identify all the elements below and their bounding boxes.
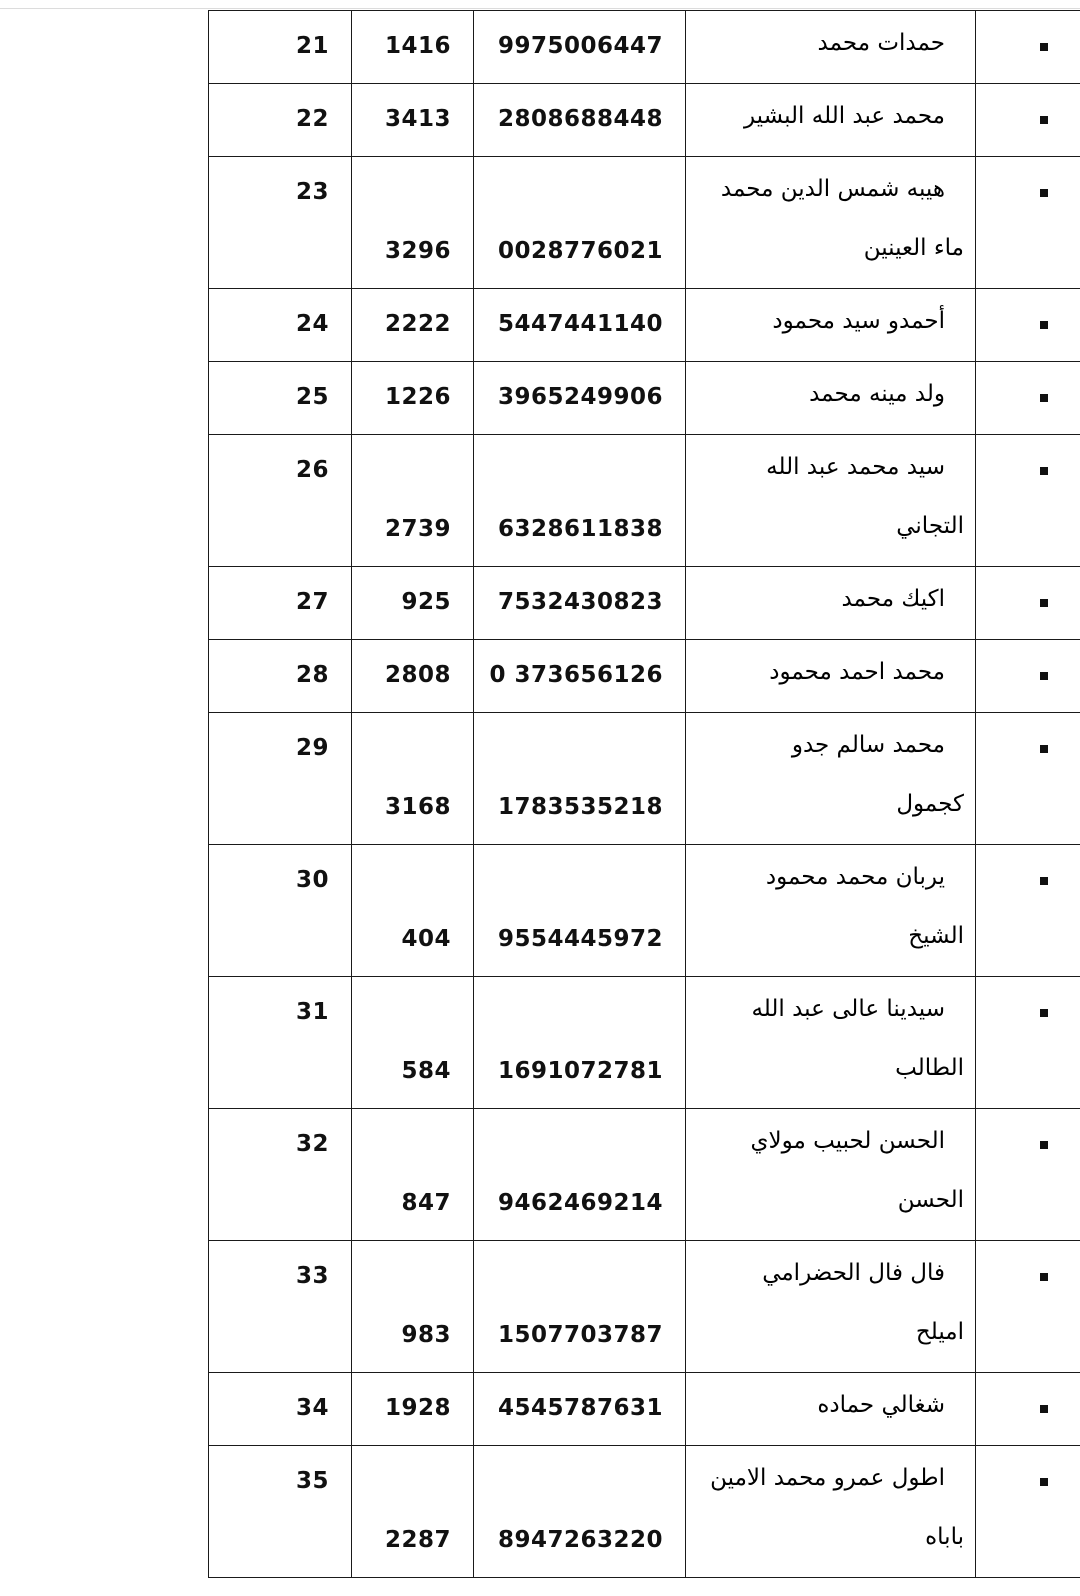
name-second-line: التجاني (896, 513, 964, 539)
name-second-line: باباه (925, 1524, 964, 1550)
value-cell (352, 84, 474, 157)
name-cell (686, 977, 976, 1109)
name-second-line: اميلح (915, 1319, 964, 1345)
value-cell (352, 640, 474, 713)
row-index: 24 (295, 311, 329, 337)
bullet-cell (976, 11, 1080, 84)
table-row (209, 567, 1080, 640)
row-index: 31 (295, 999, 329, 1025)
row-value: 3296 (384, 238, 451, 264)
document-page (208, 10, 1080, 1578)
bullet-cell (976, 640, 1080, 713)
name-cell (686, 1446, 976, 1578)
bullet-cell (976, 362, 1080, 435)
bullet-icon (1040, 43, 1048, 51)
table-row (209, 1241, 1080, 1373)
number-cell (474, 362, 686, 435)
table-row (209, 1109, 1080, 1241)
bullet-cell (976, 435, 1080, 567)
row-number: 8947263220 (497, 1527, 663, 1553)
row-index: 22 (295, 106, 329, 132)
row-index: 34 (295, 1395, 329, 1421)
name-first-line: شغالي حماده (817, 1392, 945, 1418)
row-value: 1416 (384, 33, 451, 59)
index-cell (209, 11, 352, 84)
row-value: 2287 (384, 1527, 451, 1553)
row-value: 3413 (384, 106, 451, 132)
row-value: 1928 (384, 1395, 451, 1421)
number-cell (474, 845, 686, 977)
records-table (208, 10, 1080, 1578)
row-index: 25 (295, 384, 329, 410)
table-row (209, 157, 1080, 289)
bullet-icon (1040, 1009, 1048, 1017)
row-index: 28 (295, 662, 329, 688)
row-value: 1226 (384, 384, 451, 410)
index-cell (209, 845, 352, 977)
number-cell (474, 435, 686, 567)
name-cell (686, 845, 976, 977)
row-number: 9462469214 (497, 1190, 663, 1216)
value-cell (352, 713, 474, 845)
table-row (209, 1446, 1080, 1578)
index-cell (209, 362, 352, 435)
row-index: 23 (295, 179, 329, 205)
row-index: 21 (295, 33, 329, 59)
row-value: 2739 (384, 516, 451, 542)
name-cell (686, 435, 976, 567)
row-index: 35 (295, 1468, 329, 1494)
bullet-cell (976, 1446, 1080, 1578)
row-value: 983 (401, 1322, 451, 1348)
row-number: 2808688448 (497, 106, 663, 132)
row-number: 3965249906 (497, 384, 663, 410)
row-index: 32 (295, 1131, 329, 1157)
table-row (209, 84, 1080, 157)
row-value: 3168 (384, 794, 451, 820)
bullet-cell (976, 977, 1080, 1109)
name-first-line: سيدينا عالى عبد الله (751, 996, 945, 1022)
value-cell (352, 1446, 474, 1578)
number-cell (474, 1446, 686, 1578)
name-first-line: محمد عبد الله البشير (743, 103, 945, 129)
number-cell (474, 84, 686, 157)
number-cell (474, 567, 686, 640)
number-cell (474, 289, 686, 362)
table-row (209, 640, 1080, 713)
row-number: 1507703787 (497, 1322, 663, 1348)
name-first-line: محمد سالم جدو (791, 732, 945, 758)
bullet-icon (1040, 1273, 1048, 1281)
bullet-icon (1040, 1141, 1048, 1149)
row-index: 30 (295, 867, 329, 893)
bullet-icon (1040, 672, 1048, 680)
bullet-icon (1040, 877, 1048, 885)
table-row (209, 289, 1080, 362)
name-cell (686, 1241, 976, 1373)
bullet-cell (976, 1109, 1080, 1241)
name-cell (686, 11, 976, 84)
number-cell (474, 977, 686, 1109)
bullet-cell (976, 845, 1080, 977)
bullet-cell (976, 289, 1080, 362)
value-cell (352, 1109, 474, 1241)
bullet-cell (976, 84, 1080, 157)
table-row (209, 713, 1080, 845)
index-cell (209, 1373, 352, 1446)
page-top-rule (0, 8, 1080, 9)
index-cell (209, 640, 352, 713)
row-number: 9554445972 (497, 926, 663, 952)
index-cell (209, 1446, 352, 1578)
row-number: 1691072781 (497, 1058, 663, 1084)
index-cell (209, 1241, 352, 1373)
name-second-line: الطالب (895, 1055, 964, 1081)
table-row (209, 1373, 1080, 1446)
bullet-icon (1040, 599, 1048, 607)
table-row (209, 362, 1080, 435)
value-cell (352, 1373, 474, 1446)
bullet-icon (1040, 745, 1048, 753)
name-cell (686, 567, 976, 640)
name-cell (686, 289, 976, 362)
records-table-body (209, 11, 1080, 1578)
row-number: 1783535218 (497, 794, 663, 820)
row-number: 4545787631 (497, 1395, 663, 1421)
bullet-icon (1040, 394, 1048, 402)
index-cell (209, 435, 352, 567)
number-cell (474, 157, 686, 289)
name-cell (686, 157, 976, 289)
row-value: 925 (401, 589, 451, 615)
name-first-line: يربان محمد محمود (765, 864, 945, 890)
table-row (209, 11, 1080, 84)
bullet-icon (1040, 116, 1048, 124)
value-cell (352, 845, 474, 977)
value-cell (352, 11, 474, 84)
value-cell (352, 362, 474, 435)
row-value: 2222 (384, 311, 451, 337)
name-first-line: أحمدو سيد محمود (772, 308, 945, 334)
name-second-line: الحسن (897, 1187, 964, 1213)
value-cell (352, 157, 474, 289)
value-cell (352, 1241, 474, 1373)
bullet-icon (1040, 189, 1048, 197)
bullet-cell (976, 1373, 1080, 1446)
name-cell (686, 84, 976, 157)
number-cell (474, 1241, 686, 1373)
number-cell (474, 713, 686, 845)
row-number: 6328611838 (497, 516, 663, 542)
name-first-line: اكيك محمد (841, 586, 945, 612)
name-cell (686, 1373, 976, 1446)
value-cell (352, 567, 474, 640)
name-second-line: ماء العينين (863, 235, 964, 261)
row-value: 584 (401, 1058, 451, 1084)
name-first-line: محمد احمد محمود (769, 659, 945, 685)
row-index: 29 (295, 735, 329, 761)
bullet-icon (1040, 1478, 1048, 1486)
value-cell (352, 435, 474, 567)
index-cell (209, 84, 352, 157)
row-number: 0028776021 (497, 238, 663, 264)
row-value: 404 (401, 926, 451, 952)
bullet-icon (1040, 467, 1048, 475)
table-row (209, 435, 1080, 567)
number-cell (474, 1109, 686, 1241)
bullet-cell (976, 713, 1080, 845)
bullet-icon (1040, 1405, 1048, 1413)
name-first-line: الحسن لحبيب مولاي (750, 1128, 945, 1154)
value-cell (352, 289, 474, 362)
table-row (209, 977, 1080, 1109)
name-cell (686, 1109, 976, 1241)
name-second-line: الشيخ (908, 923, 964, 949)
row-value: 2808 (384, 662, 451, 688)
table-row (209, 845, 1080, 977)
index-cell (209, 713, 352, 845)
name-first-line: هيبه شمس الدين محمد (720, 176, 945, 202)
index-cell (209, 977, 352, 1109)
row-number: 5447441140 (497, 311, 663, 337)
number-cell (474, 640, 686, 713)
index-cell (209, 289, 352, 362)
row-number: 0 373656126 (489, 662, 663, 688)
row-index: 26 (295, 457, 329, 483)
index-cell (209, 157, 352, 289)
bullet-cell (976, 1241, 1080, 1373)
row-number: 9975006447 (497, 33, 663, 59)
name-cell (686, 362, 976, 435)
number-cell (474, 1373, 686, 1446)
name-second-line: كجمول (896, 791, 964, 817)
bullet-icon (1040, 321, 1048, 329)
name-first-line: فال فال الحضرامي (762, 1260, 945, 1286)
index-cell (209, 567, 352, 640)
bullet-cell (976, 157, 1080, 289)
name-first-line: اطول عمرو محمد الامين (710, 1465, 945, 1491)
name-first-line: سيد محمد عبد الله (766, 454, 945, 480)
index-cell (209, 1109, 352, 1241)
name-first-line: ولد مينه محمد (809, 381, 945, 407)
name-cell (686, 713, 976, 845)
name-cell (686, 640, 976, 713)
name-first-line: حمدات محمد (817, 30, 945, 56)
number-cell (474, 11, 686, 84)
bullet-cell (976, 567, 1080, 640)
row-index: 33 (295, 1263, 329, 1289)
row-value: 847 (401, 1190, 451, 1216)
row-index: 27 (295, 589, 329, 615)
value-cell (352, 977, 474, 1109)
row-number: 7532430823 (497, 589, 663, 615)
